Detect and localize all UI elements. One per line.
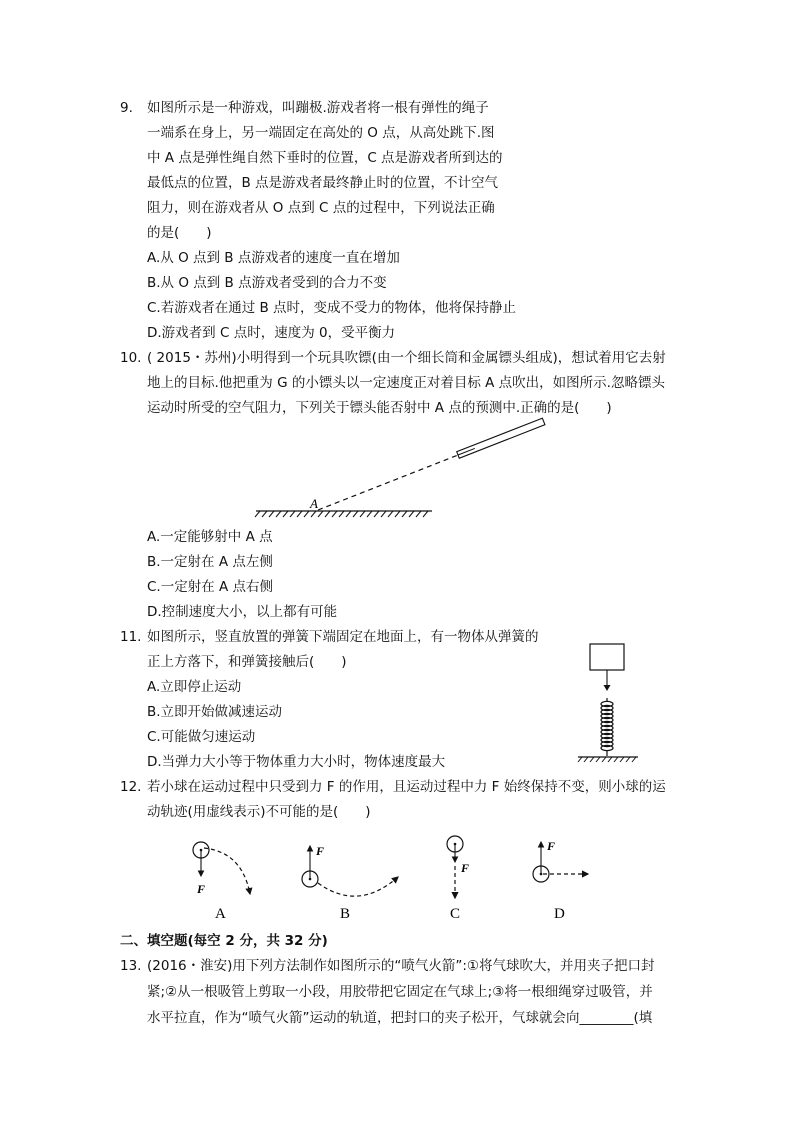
choice-b-label: B [340,906,351,922]
falling-block [590,644,624,670]
q10-option-a: A.一定能够射中 A 点 [147,529,273,545]
q9-option-c: C.若游戏者在通过 B 点时，变成不受力的物体，他将保持静止 [147,300,517,316]
q9-line: 的是( ) [147,225,212,241]
section-title: 二、填空题(每空 2 分，共 32 分) [120,933,328,949]
q9-line: 一端系在身上，另一端固定在高处的 O 点，从高处跳下.图 [147,125,495,141]
choice-a-diagram [193,842,250,922]
q12-trajectory-figures [180,830,600,925]
q10-number: 10. [120,350,142,366]
q9-line: 如图所示是一种游戏，叫蹦极.游戏者将一根有弹性的绳子 [147,100,489,116]
q13-line: 紧;②从一根吸管上剪取一小段，用胶带把它固定在气球上;③将一根细绳穿过吸管，并 [147,984,653,1000]
aim-dashed-line [318,455,458,510]
force-label: F [461,861,470,875]
q9-option-d: D.游戏者到 C 点时，速度为 0，受平衡力 [147,325,396,341]
ground-hatch [255,511,428,517]
choice-a-label: A [215,906,226,922]
q9-line: 最低点的位置，B 点是游戏者最终静止时的位置，不计空气 [147,175,499,191]
force-label: F [197,882,206,896]
q13-line: 水平拉直，作为“喷气火箭”运动的轨道，把封口的夹子松开，气球就会向________(填 [147,1010,653,1026]
q13-line: (2016・淮安)用下列方法制作如图所示的“喷气火箭”:①将气球吹大，并用夹子把口封 [147,958,655,974]
q9-line: 中 A 点是弹性绳自然下垂时的位置，C 点是游戏者所到达的 [147,150,503,166]
q10-dart-figure [240,415,560,525]
q11-line: 如图所示，竖直放置的弹簧下端固定在地面上，有一物体从弹簧的 [147,629,539,645]
q10-option-d: D.控制速度大小，以上都有可能 [147,604,338,620]
q11-option-c: C.可能做匀速运动 [147,729,256,745]
choice-c-label: C [450,906,461,922]
dart-tube [457,418,545,458]
point-a-label: A [310,496,318,511]
q10-option-c: C.一定射在 A 点右侧 [147,579,274,595]
q13-number: 13. [120,958,142,974]
q9-number: 9. [120,100,133,116]
choice-b-diagram [302,844,398,922]
choice-d-diagram [533,839,588,922]
choice-d-label: D [554,906,565,922]
q11-number: 11. [120,629,142,645]
q11-option-a: A.立即停止运动 [147,679,242,695]
q11-option-d: D.当弹力大小等于物体重力大小时，物体速度最大 [147,754,446,770]
q11-option-b: B.立即开始做减速运动 [147,704,283,720]
q12-line: 若小球在运动过程中只受到力 F 的作用，且运动过程中力 F 始终保持不变，则小球的运 [147,779,666,795]
q10-line: 地上的目标.他把重为 G 的小镖头以一定速度正对着目标 A 点吹出，如图所示.忽略镖头 [147,375,665,391]
q10-line: 运动时所受的空气阻力，下列关于镖头能否射中 A 点的预测中.正确的是( ) [147,400,612,416]
force-label: F [547,839,556,853]
q11-spring-figure [570,640,650,770]
q12-number: 12. [120,779,142,795]
q12-line: 动轨迹(用虚线表示)不可能的是( ) [147,804,371,820]
force-label: F [316,844,325,858]
choice-c-diagram [447,836,469,922]
q9-option-b: B.从 O 点到 B 点游戏者受到的合力不变 [147,275,387,291]
q9-option-a: A.从 O 点到 B 点游戏者的速度一直在增加 [147,250,400,266]
q10-line: ( 2015・苏州)小明得到一个玩具吹镖(由一个细长筒和金属镖头组成)，想试着用它去射 [147,350,666,366]
q9-line: 阻力，则在游戏者从 O 点到 C 点的过程中，下列说法正确 [147,200,495,216]
q10-option-b: B.一定射在 A 点左侧 [147,554,273,570]
q11-line: 正上方落下，和弹簧接触后( ) [147,654,347,670]
spring [601,698,613,756]
